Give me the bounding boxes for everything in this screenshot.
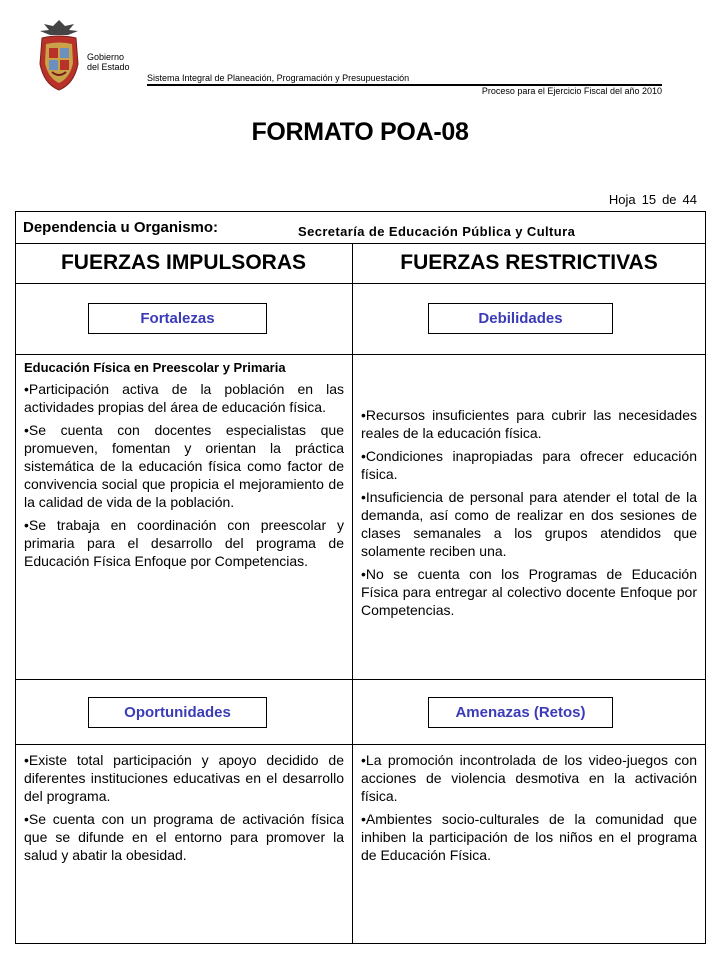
- divider-dep: [15, 243, 706, 244]
- system-name: Sistema Integral de Planeación, Programación y Presupuestación: [147, 73, 410, 83]
- amenazas-item: •Ambientes socio-culturales de la comunidad que inhiben la participación de los niños en el programa de Educación Física.: [361, 811, 697, 863]
- divider-boxrow1: [15, 354, 706, 355]
- column-divider: [352, 243, 353, 944]
- dependencia-label: Dependencia u Organismo:: [23, 219, 219, 236]
- page-sep: de: [662, 192, 677, 207]
- fortalezas-box: Fortalezas: [88, 303, 267, 334]
- debilidades-item: •Insuficiencia de personal para atender el total de la demanda, así como de realizar en dos sesiones de clases semanales a los grupos atendidos que solamente reciben una.: [361, 489, 697, 559]
- gov-line-2: del Estado: [87, 62, 130, 72]
- fortalezas-content: [24, 359, 344, 575]
- debilidades-content: [361, 406, 697, 624]
- gov-line-1: Gobierno: [87, 52, 125, 62]
- oportunidades-box: Oportunidades: [88, 697, 267, 728]
- amenazas-item: •La promoción incontrolada de los video-juegos con acciones de violencia desmotiva en la activación física.: [361, 752, 697, 804]
- divider-colhead: [15, 283, 706, 284]
- page-current: 15: [641, 192, 657, 207]
- page-label: Hoja: [608, 192, 636, 207]
- fortalezas-subtitle: Educación Física en Preescolar y Primaria: [24, 360, 286, 375]
- state-seal-logo: [34, 18, 84, 92]
- debilidades-box: Debilidades: [428, 303, 613, 334]
- fortalezas-item: •Se trabaja en coordinación con preescolar y primaria para el desarrollo del programa de Educación Física Enfoque por Competencias.: [24, 517, 344, 569]
- debilidades-item: •No se cuenta con los Programas de Educación Física para entregar al colectivo docente Enfoque por Competencias.: [361, 566, 697, 618]
- impulsoras-header: FUERZAS IMPULSORAS: [60, 251, 306, 274]
- dependencia-value: Secretaría de Educación Pública y Cultura: [298, 224, 576, 239]
- amenazas-content: [361, 751, 697, 869]
- process-year: Proceso para el Ejercicio Fiscal del año 2010: [481, 86, 662, 96]
- divider-boxrow2: [15, 744, 706, 745]
- debilidades-item: •Recursos insuficientes para cubrir las necesidades reales de la educación física.: [361, 407, 697, 441]
- amenazas-box: Amenazas (Retos): [428, 697, 613, 728]
- divider-content1: [15, 679, 706, 680]
- debilidades-item: •Condiciones inapropiadas para ofrecer educación física.: [361, 448, 697, 482]
- page-counter: [609, 192, 697, 207]
- oportunidades-content: [24, 751, 344, 869]
- oportunidades-item: •Existe total participación y apoyo decidido de diferentes instituciones educativas en el desarrollo del programa.: [24, 752, 344, 804]
- oportunidades-item: •Se cuenta con un programa de activación física que se difunde en el entorno para promover la salud y abatir la obesidad.: [24, 811, 344, 863]
- page-title: FORMATO POA-08: [251, 118, 469, 146]
- restrictivas-header: FUERZAS RESTRICTIVAS: [400, 251, 658, 274]
- fortalezas-item: •Se cuenta con docentes especialistas que promueven, fomentan y orientan la práctica sistemática de la educación física como factor de convivencia social que propicia el mejoramiento de la calidad de vida de la población.: [24, 422, 344, 510]
- fortalezas-item: •Participación activa de la población en las actividades propias del área de educación física.: [24, 381, 344, 415]
- page-total: 44: [682, 192, 697, 207]
